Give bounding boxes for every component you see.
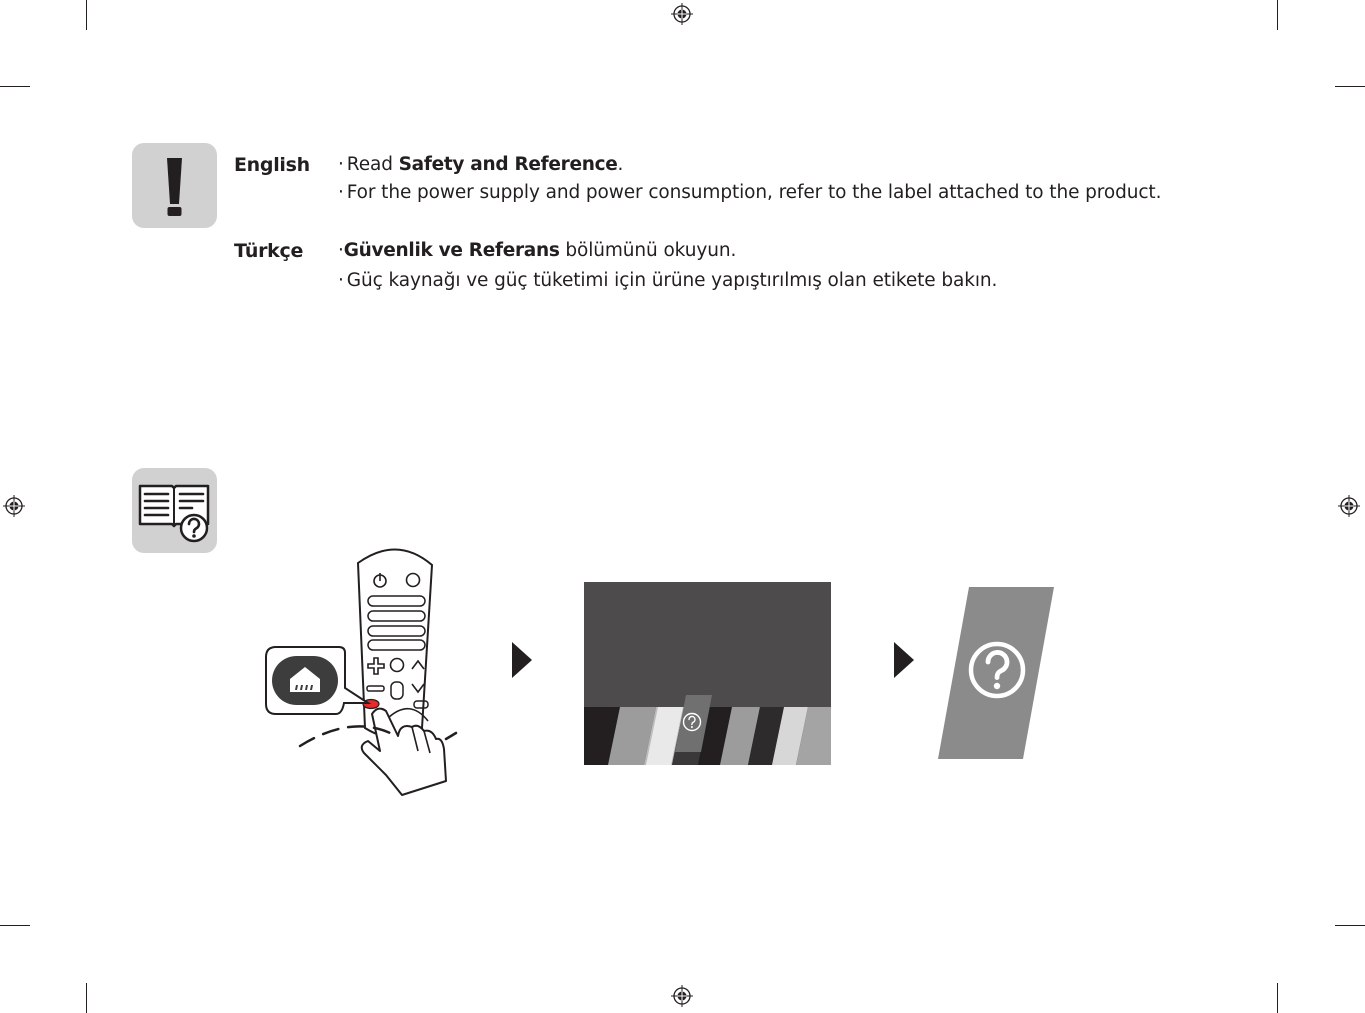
- bullet: ·: [338, 270, 344, 291]
- registration-mark-bottom-icon: [671, 985, 693, 1007]
- english-line-2: · For the power supply and power consumption, refer to the label attached to the product.: [338, 182, 1162, 203]
- exclamation-tile: [132, 143, 217, 228]
- book-question-icon: [132, 468, 217, 553]
- crop-mark-bottom-left-h: [0, 925, 30, 926]
- crop-mark-bottom-right-h: [1335, 925, 1365, 926]
- crop-mark-top-left-h: [0, 86, 30, 87]
- guvenlik-referans-emphasis: Güvenlik ve Referans: [343, 240, 560, 261]
- registration-mark-right-icon: [1338, 495, 1360, 517]
- remote-illustration: [260, 543, 470, 803]
- turkish-line-1: ·Güvenlik ve Referans bölümünü okuyun.: [338, 240, 737, 261]
- help-app-screen-illustration: [937, 586, 1057, 761]
- crop-mark-top-left-v: [86, 0, 87, 30]
- step-arrow-2-icon: [892, 640, 916, 680]
- exclamation-icon: [132, 143, 217, 228]
- registration-mark-left-icon: [3, 495, 25, 517]
- crop-mark-top-right-h: [1335, 86, 1365, 87]
- registration-mark-top-icon: [671, 3, 693, 25]
- tv-home-screen-illustration: [584, 582, 831, 765]
- turkish-line-2: · Güç kaynağı ve güç tüketimi için ürüne yapıştırılmış olan etikete bakın.: [338, 270, 998, 291]
- bullet: ·: [338, 154, 344, 175]
- step-arrow-1-icon: [510, 640, 534, 680]
- bullet: ·: [338, 240, 344, 261]
- crop-mark-bottom-left-v: [86, 983, 87, 1013]
- manual-tile: [132, 468, 217, 553]
- bullet: ·: [338, 182, 344, 203]
- crop-mark-bottom-right-v: [1277, 983, 1278, 1013]
- language-label-english: English: [234, 154, 310, 176]
- english-line-1: · Read Safety and Reference.: [338, 154, 624, 175]
- crop-mark-top-right-v: [1277, 0, 1278, 30]
- safety-reference-emphasis: Safety and Reference: [398, 154, 618, 175]
- language-label-turkish: Türkçe: [234, 240, 304, 262]
